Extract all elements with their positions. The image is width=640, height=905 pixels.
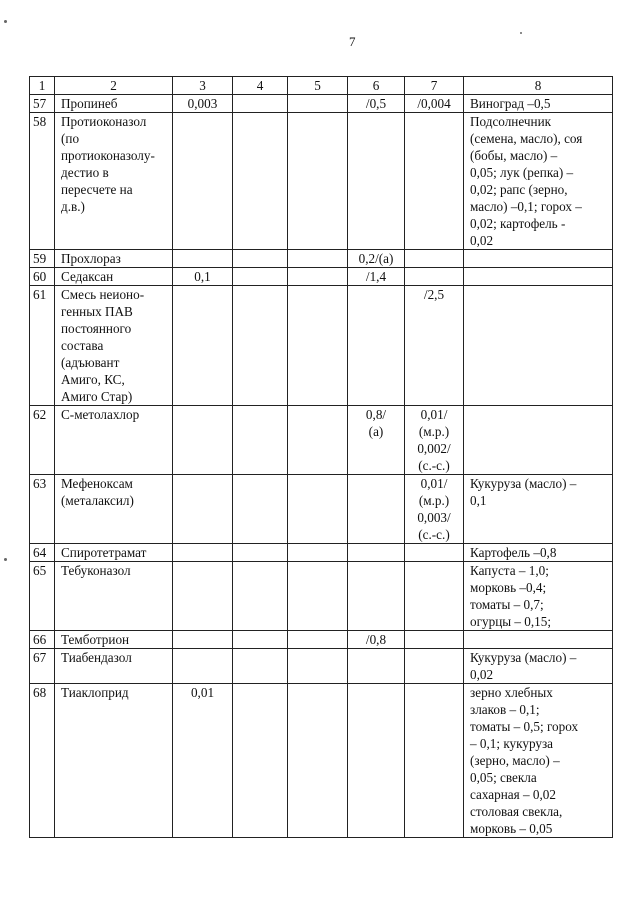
col-3-value <box>173 286 233 406</box>
col-8-value: Виноград –0,5 <box>464 95 613 113</box>
substance-name: Спиротетрамат <box>55 544 173 562</box>
column-header: 8 <box>464 77 613 95</box>
col-4-value <box>233 544 288 562</box>
col-6-value: 0,8/ (а) <box>348 406 405 475</box>
column-header: 4 <box>233 77 288 95</box>
col-5-value <box>288 562 348 631</box>
table-header-row <box>30 77 613 95</box>
col-4-value <box>233 475 288 544</box>
col-3-value: 0,01 <box>173 684 233 838</box>
row-number: 67 <box>30 649 55 684</box>
row-number: 57 <box>30 95 55 113</box>
col-8-value: Кукуруза (масло) – 0,1 <box>464 475 613 544</box>
substance-name: Смесь неионо- генных ПАВ постоянного состава (адъювант Амиго, КС, Амиго Стар) <box>55 286 173 406</box>
table-row <box>30 684 613 838</box>
col-3-value <box>173 562 233 631</box>
col-7-value: /0,004 <box>405 95 464 113</box>
col-7-value: /2,5 <box>405 286 464 406</box>
col-7-value <box>405 544 464 562</box>
table-row <box>30 113 613 250</box>
col-6-value <box>348 113 405 250</box>
col-5-value <box>288 684 348 838</box>
col-7-value: 0,01/ (м.р.) 0,003/ (с.-с.) <box>405 475 464 544</box>
col-3-value <box>173 649 233 684</box>
col-5-value <box>288 250 348 268</box>
col-5-value <box>288 286 348 406</box>
col-4-value <box>233 406 288 475</box>
col-5-value <box>288 631 348 649</box>
col-3-value: 0,003 <box>173 95 233 113</box>
substance-name: Пропинеб <box>55 95 173 113</box>
row-number: 64 <box>30 544 55 562</box>
col-6-value: /0,8 <box>348 631 405 649</box>
table-row <box>30 475 613 544</box>
table-row <box>30 544 613 562</box>
col-6-value <box>348 649 405 684</box>
col-5-value <box>288 95 348 113</box>
col-7-value <box>405 113 464 250</box>
table-row <box>30 95 613 113</box>
col-8-value: Подсолнечник (семена, масло), соя (бобы, масло) – 0,05; лук (репка) – 0,02; рапс (зерно, масло) –0,1; горох – 0,02; картофель - 0,02 <box>464 113 613 250</box>
row-number: 68 <box>30 684 55 838</box>
substance-name: Тиабендазол <box>55 649 173 684</box>
scan-speck <box>520 32 522 34</box>
col-3-value <box>173 631 233 649</box>
table-row <box>30 406 613 475</box>
substance-name: Тиаклоприд <box>55 684 173 838</box>
col-4-value <box>233 113 288 250</box>
substance-name: Мефеноксам (металаксил) <box>55 475 173 544</box>
data-table <box>29 76 613 838</box>
col-4-value <box>233 631 288 649</box>
col-4-value <box>233 95 288 113</box>
col-8-value <box>464 406 613 475</box>
row-number: 58 <box>30 113 55 250</box>
scan-speck <box>4 20 7 23</box>
scan-speck <box>4 558 7 561</box>
table-row <box>30 631 613 649</box>
col-8-value: Картофель –0,8 <box>464 544 613 562</box>
col-4-value <box>233 250 288 268</box>
row-number: 66 <box>30 631 55 649</box>
substance-name: Темботрион <box>55 631 173 649</box>
col-3-value <box>173 250 233 268</box>
table-row <box>30 562 613 631</box>
col-3-value <box>173 406 233 475</box>
col-5-value <box>288 475 348 544</box>
col-8-value <box>464 631 613 649</box>
col-8-value: Кукуруза (масло) – 0,02 <box>464 649 613 684</box>
substance-name: Протиоконазол (по протиоконазолу- дестио в пересчете на д.в.) <box>55 113 173 250</box>
col-3-value: 0,1 <box>173 268 233 286</box>
page-number: 7 <box>349 34 356 49</box>
row-number: 62 <box>30 406 55 475</box>
col-7-value: 0,01/ (м.р.) 0,002/ (с.-с.) <box>405 406 464 475</box>
col-7-value <box>405 250 464 268</box>
col-7-value <box>405 649 464 684</box>
col-4-value <box>233 649 288 684</box>
substance-name: С-метолахлор <box>55 406 173 475</box>
col-7-value <box>405 268 464 286</box>
column-header: 7 <box>405 77 464 95</box>
row-number: 59 <box>30 250 55 268</box>
col-3-value <box>173 475 233 544</box>
col-5-value <box>288 649 348 684</box>
col-6-value <box>348 544 405 562</box>
substance-name: Седаксан <box>55 268 173 286</box>
col-5-value <box>288 268 348 286</box>
col-6-value <box>348 684 405 838</box>
row-number: 65 <box>30 562 55 631</box>
table-row <box>30 286 613 406</box>
col-6-value: /1,4 <box>348 268 405 286</box>
row-number: 63 <box>30 475 55 544</box>
col-7-value <box>405 631 464 649</box>
col-4-value <box>233 684 288 838</box>
col-3-value <box>173 113 233 250</box>
col-8-value: Капуста – 1,0; морковь –0,4; томаты – 0,7; огурцы – 0,15; <box>464 562 613 631</box>
column-header: 3 <box>173 77 233 95</box>
row-number: 60 <box>30 268 55 286</box>
col-5-value <box>288 544 348 562</box>
col-8-value: зерно хлебных злаков – 0,1; томаты – 0,5; горох – 0,1; кукуруза (зерно, масло) – 0,05; свекла сахарная – 0,02 столовая свекла, морковь – 0,05 <box>464 684 613 838</box>
col-5-value <box>288 406 348 475</box>
col-6-value: 0,2/(a) <box>348 250 405 268</box>
col-4-value <box>233 286 288 406</box>
col-4-value <box>233 268 288 286</box>
column-header: 6 <box>348 77 405 95</box>
substance-name: Тебуконазол <box>55 562 173 631</box>
col-3-value <box>173 544 233 562</box>
col-5-value <box>288 113 348 250</box>
column-header: 2 <box>55 77 173 95</box>
col-6-value <box>348 286 405 406</box>
col-8-value <box>464 268 613 286</box>
row-number: 61 <box>30 286 55 406</box>
table-row <box>30 268 613 286</box>
col-6-value <box>348 562 405 631</box>
table-row <box>30 649 613 684</box>
column-header: 5 <box>288 77 348 95</box>
substance-name: Прохлораз <box>55 250 173 268</box>
col-7-value <box>405 562 464 631</box>
col-6-value <box>348 475 405 544</box>
column-header: 1 <box>30 77 55 95</box>
col-8-value <box>464 250 613 268</box>
table-row <box>30 250 613 268</box>
col-8-value <box>464 286 613 406</box>
col-7-value <box>405 684 464 838</box>
col-6-value: /0,5 <box>348 95 405 113</box>
col-4-value <box>233 562 288 631</box>
